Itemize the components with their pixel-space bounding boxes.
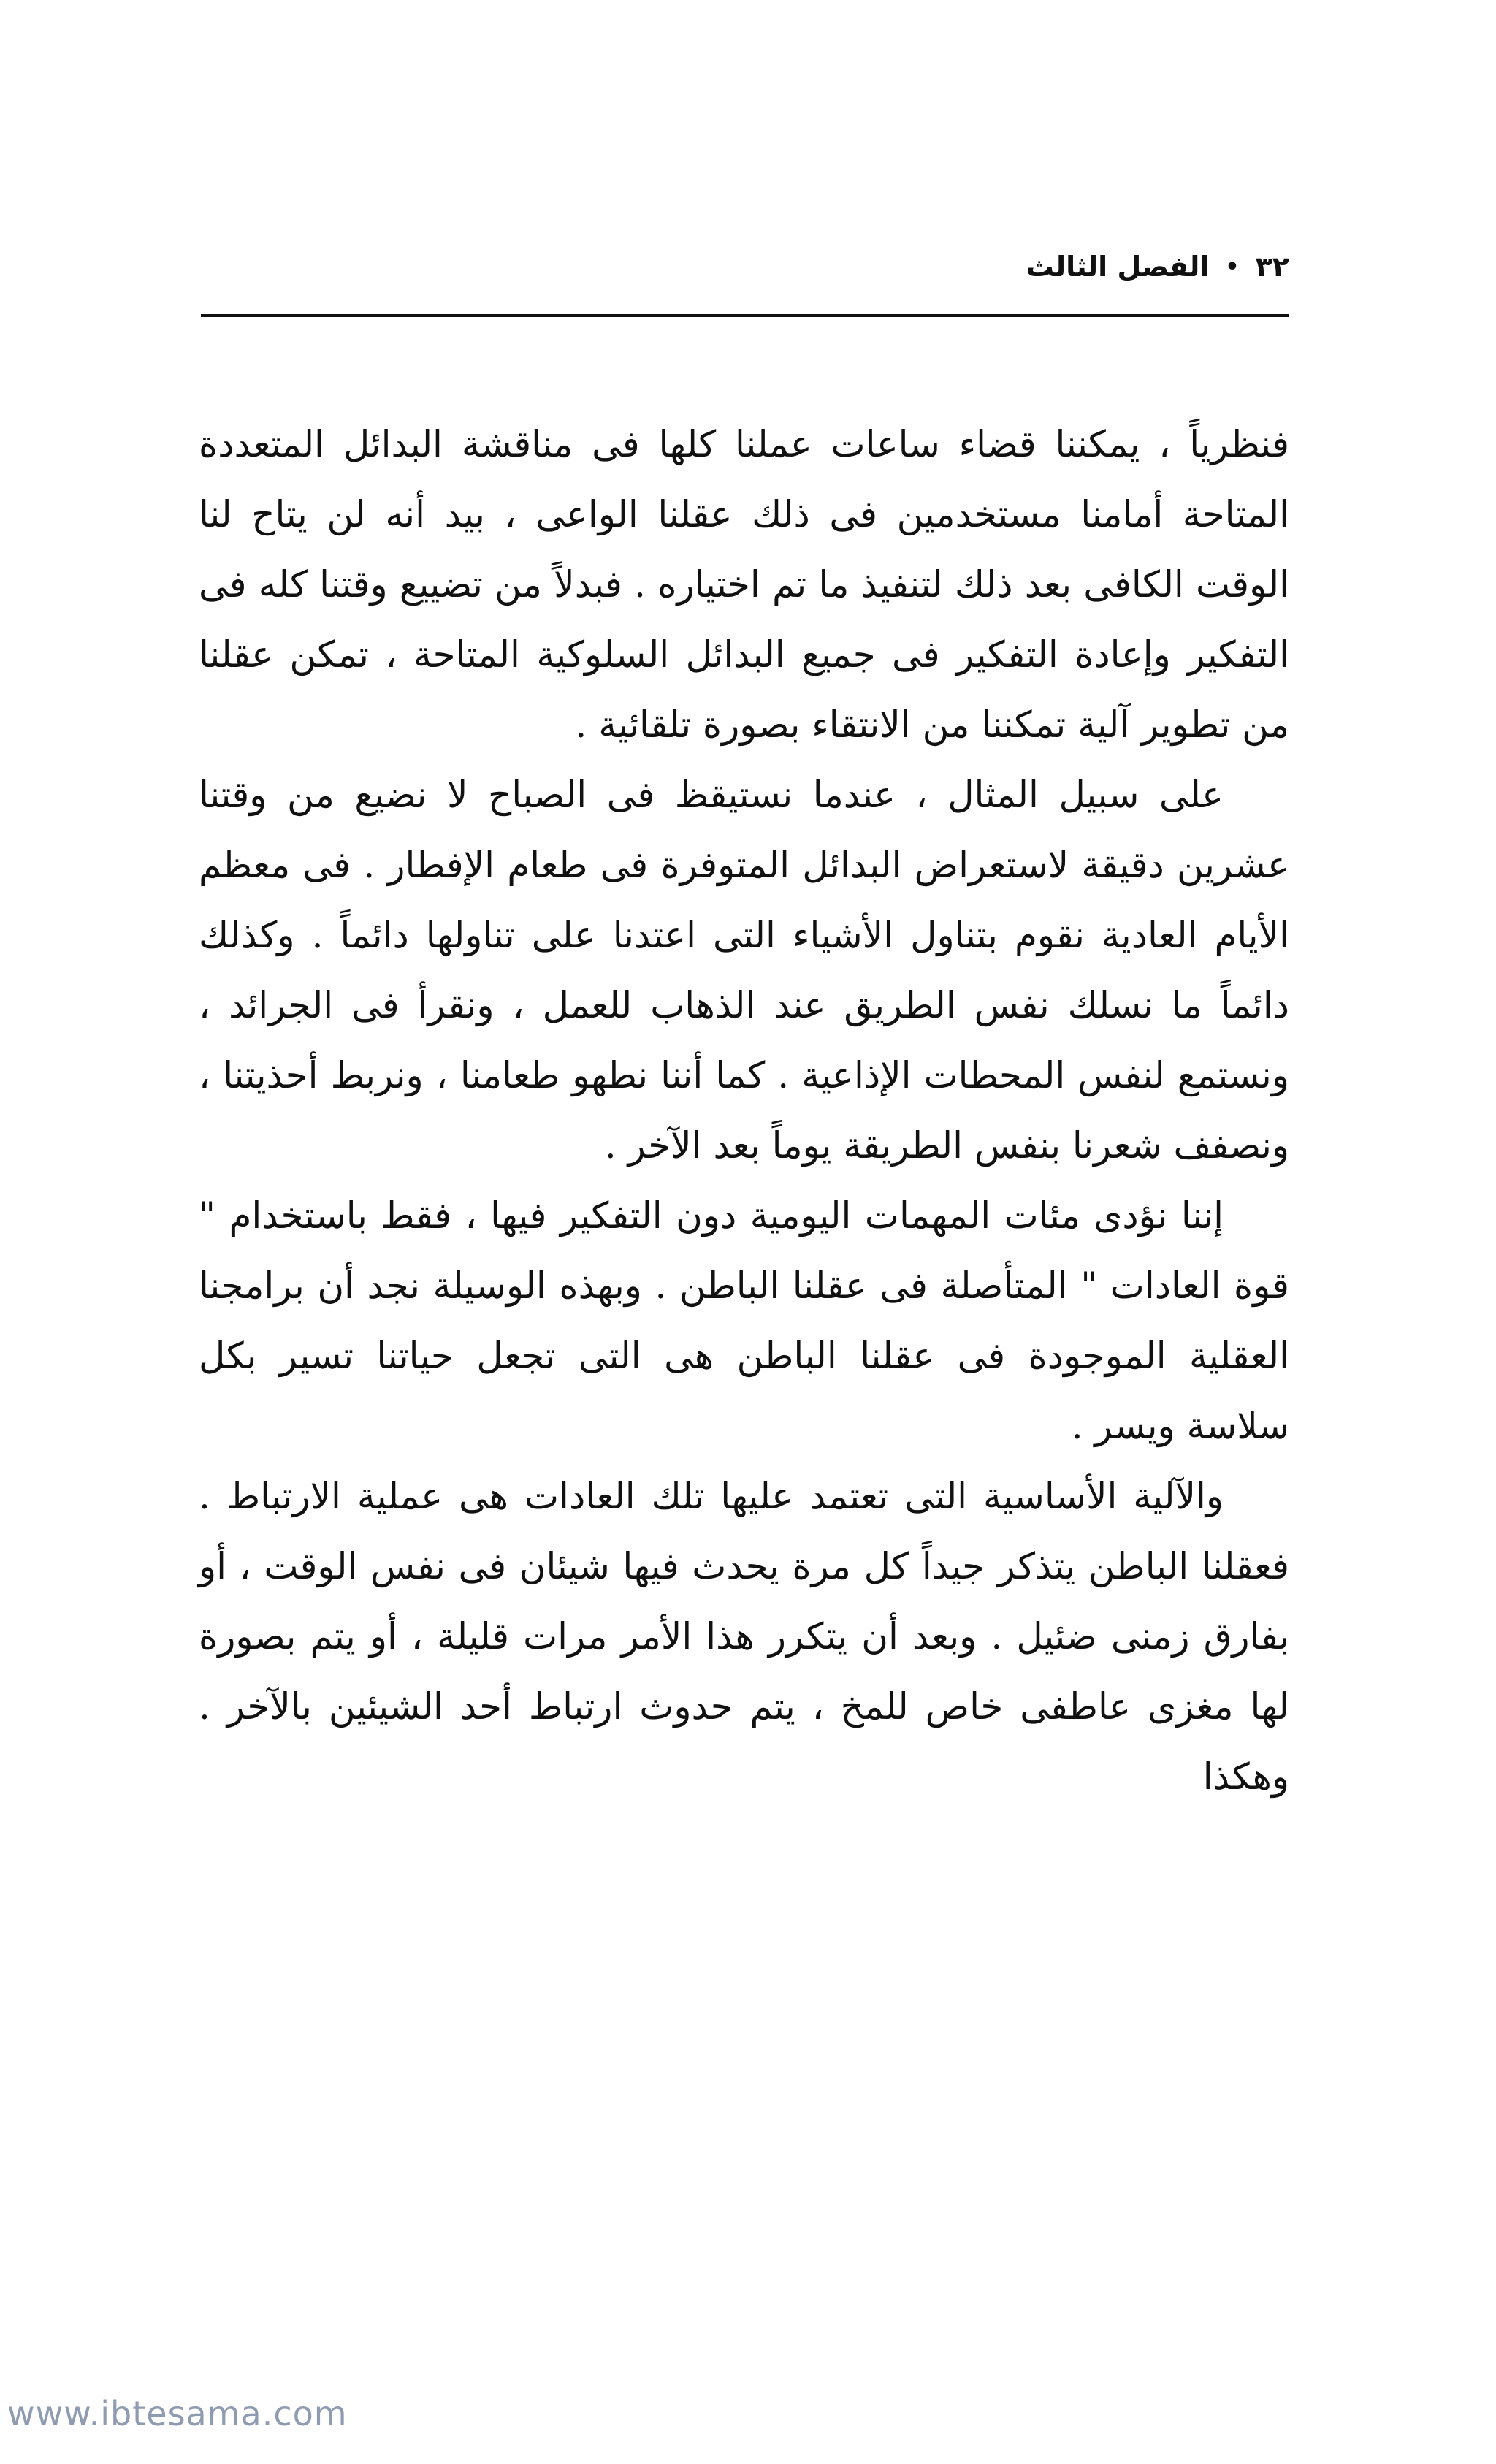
paragraph: والآلية الأساسية التى تعتمد عليها تلك العادات هى عملية الارتباط . فعقلنا الباطن يتذكر جيداً كل مرة يحدث فيها شيئان فى نفس الوقت ، أو بفارق زمنى ضئيل . وبعد أن يتكرر هذا الأمر مرات قليلة ، أو يتم بصورة لها مغزى عاطفى خاص للمخ ، يتم حدوث ارتباط أحد الشيئين بالآخر . وهكذا [199,1475,1289,1798]
header-rule [201,314,1289,317]
paragraph: فنظرياً ، يمكننا قضاء ساعات عملنا كلها فى مناقشة البدائل المتعددة المتاحة أمامنا مستخدمين فى ذلك عقلنا الواعى ، بيد أنه لن يتاح لنا الوقت الكافى بعد ذلك لتنفيذ ما تم اختياره . فبدلاً من تضييع وقتنا كله فى التفكير وإعادة التفكير فى جميع البدائل السلوكية المتاحة ، تمكن عقلنا من تطوير آلية تمكننا من الانتقاء بصورة تلقائية . [199,423,1289,746]
page-number: ٣٢ [1255,251,1289,283]
watermark: www.ibtesama.com [7,2394,348,2433]
running-header [201,241,1289,292]
paragraph: إننا نؤدى مئات المهمات اليومية دون التفكير فيها ، فقط باستخدام " قوة العادات " المتأصلة فى عقلنا الباطن . وبهذه الوسيلة نجد أن برامجنا العقلية الموجودة فى عقلنا الباطن هى التى تجعل حياتنا تسير بكل سلاسة ويسر . [199,1194,1289,1447]
chapter-title: الفصل الثالث [1026,251,1210,283]
page-body [199,409,1289,1812]
header-bullet: • [1225,253,1240,280]
paragraph: على سبيل المثال ، عندما نستيقظ فى الصباح لا نضيع من وقتنا عشرين دقيقة لاستعراض البدائل المتوفرة فى طعام الإفطار . فى معظم الأيام العادية نقوم بتناول الأشياء التى اعتدنا على تناولها دائماً . وكذلك دائماً ما نسلك نفس الطريق عند الذهاب للعمل ، ونقرأ فى الجرائد ، ونستمع لنفس المحطات الإذاعية . كما أننا نطهو طعامنا ، ونربط أحذيتنا ، ونصفف شعرنا بنفس الطريقة يوماً بعد الآخر . [199,774,1289,1167]
